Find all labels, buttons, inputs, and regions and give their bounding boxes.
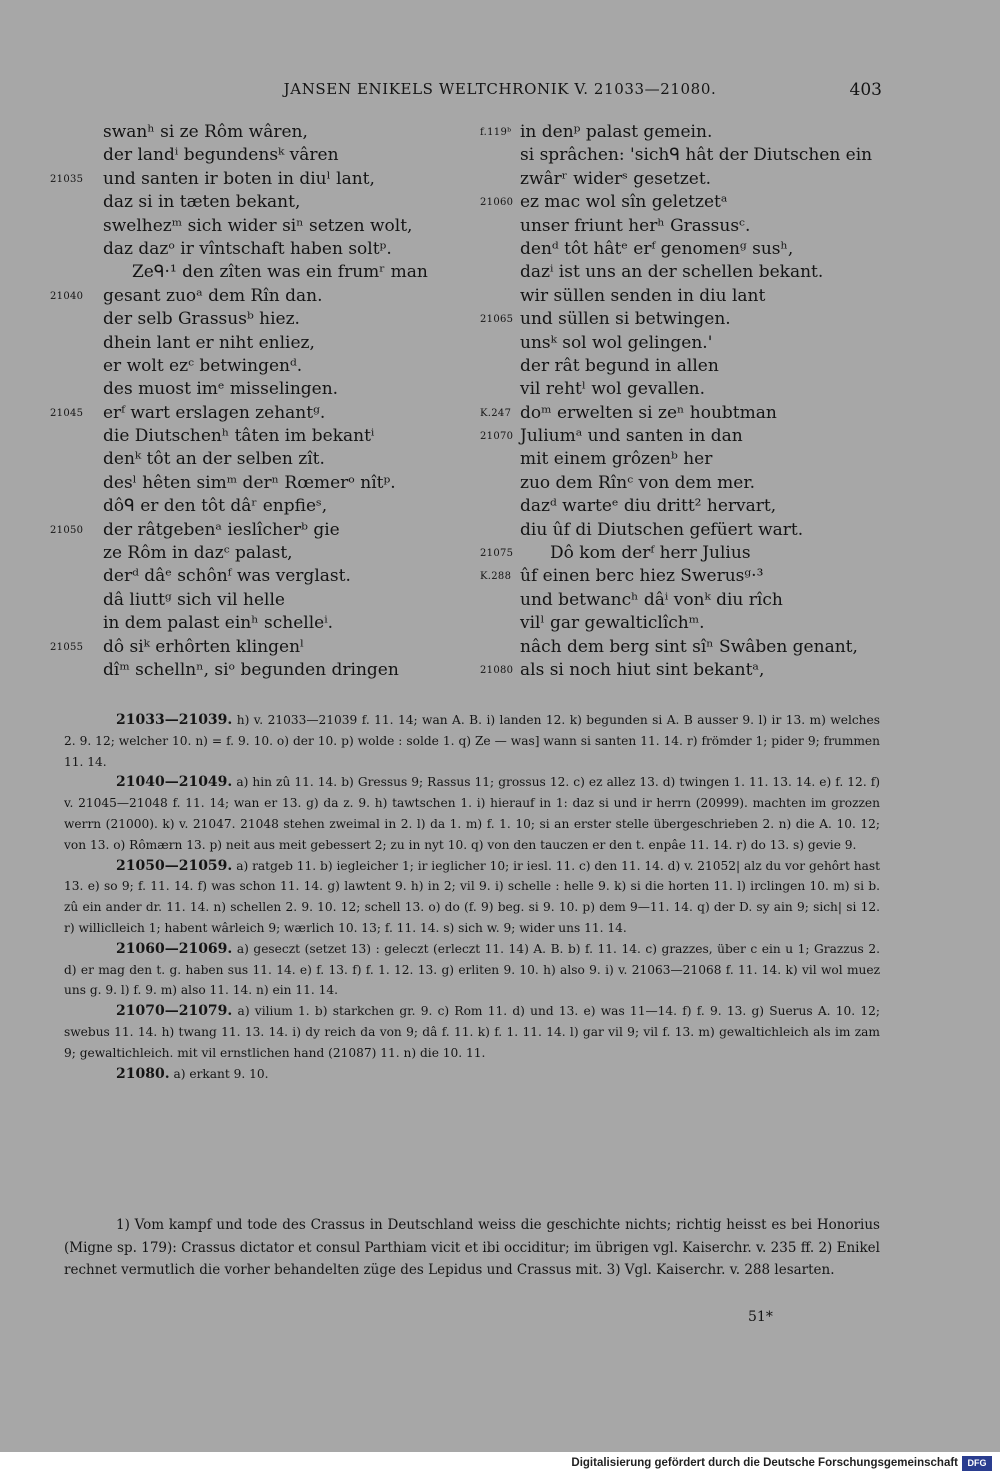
apparatus-range: 21050—21059. (116, 857, 233, 874)
verse-line (480, 448, 910, 471)
footnotes (64, 1214, 880, 1282)
verse-line (480, 636, 910, 659)
running-title: JANSEN ENIKELS WELTCHRONIK V. 21033—21080. (283, 80, 717, 98)
verse-line (50, 612, 470, 635)
verse-text: daz dazᵒ ir vîntschaft haben soltᵖ. (103, 238, 392, 259)
verse-text: zuo dem Rînᶜ von dem mer. (520, 472, 755, 493)
verse-line (50, 425, 470, 448)
verse-line (480, 191, 910, 214)
verse-line (480, 168, 910, 191)
apparatus-entry (64, 1064, 880, 1085)
verse-line (50, 402, 470, 425)
signature-mark: 51* (748, 1309, 773, 1325)
verse-line (50, 542, 470, 565)
verse-text: denᵈ tôt hâtᵉ erᶠ genomenᵍ susʰ, (520, 238, 794, 259)
page-header (0, 80, 1000, 106)
verse-text: doᵐ erwelten si zeⁿ houbtman (520, 402, 777, 423)
verse-line (480, 121, 910, 144)
verse-line (50, 308, 470, 331)
verse-text: denᵏ tôt an der selben zît. (103, 449, 325, 470)
apparatus-text: h) v. 21033—21039 f. 11. 14; wan A. B. i) landen 12. k) begunden si A. B ausser 9. l) ir 13. m) welches 2. 9. 12; welcher 10. n) = f. 9. 10. o) der 10. p) wolde : solde 1. q) Ze — was] wann si santen 11. 14. r) frömder 1; pider 9; frummen 11. 14. (64, 713, 880, 769)
line-number: f.119ᵇ (480, 127, 512, 138)
verse-line (50, 378, 470, 401)
apparatus-text: a) geseczt (setzet 13) : geleczt (erleczt 11. 14) A. B. b) f. 11. 14. c) grazzes, über c ein u 1; Grazzus 2. d) er mag den t. g. haben sus 11. 14. e) f. 13. f) f. 1. 12. 13. g) erliten 9. 10. h) also 9. i) v. 21063—21068 f. 11. 14. k) vil wol muez uns g. 9. l) f. 9. m) also 11. 14. n) ein 11. 14. (64, 941, 880, 998)
verse-text: dazᵈ warteᵉ diu dritt² hervart, (520, 496, 777, 517)
verse-line (480, 659, 910, 682)
verse-text: der râtgebenᵃ ieslîcherᵇ gie (103, 519, 340, 540)
verse-text: er wolt ezᶜ betwingenᵈ. (103, 355, 303, 376)
verse-line (50, 238, 470, 261)
line-number: 21075 (480, 548, 514, 560)
verse-line (50, 285, 470, 308)
verse-line (50, 565, 470, 588)
line-number: 21065 (480, 314, 514, 326)
verse-line (50, 519, 470, 542)
verse-text: swanʰ si ze Rôm wâren, (103, 122, 308, 142)
apparatus-entry (64, 856, 880, 939)
apparatus-range: 21070—21079. (116, 1003, 233, 1020)
verse-text: der landⁱ begundensᵏ vâren (103, 145, 339, 166)
line-number: 21070 (480, 431, 514, 443)
verse-line (50, 144, 470, 167)
line-number: 21035 (50, 173, 84, 185)
verse-line (50, 472, 470, 495)
verse-line (50, 589, 470, 612)
line-number: 21055 (50, 641, 84, 653)
verse-line (480, 542, 910, 565)
verse-text: mit einem grôzenᵇ her (520, 449, 713, 470)
line-number: K.247 (480, 407, 512, 419)
verse-text: si sprâchen: 'sichᑫ hât der Diutschen ein (520, 145, 873, 166)
verse-text: der rât begund in allen (520, 355, 719, 376)
apparatus-text: a) erkant 9. 10. (173, 1066, 269, 1081)
verse-text: und santen ir boten in diuˡ lant, (103, 168, 375, 189)
verse-text: ze Rôm in dazᶜ palast, (103, 543, 293, 564)
critical-apparatus (64, 710, 880, 1084)
verse-line (50, 636, 470, 659)
verse-line (480, 589, 910, 612)
verse-text: dhein lant er niht enliez, (103, 332, 315, 353)
verse-text: und süllen si betwingen. (520, 309, 731, 330)
verse-line (50, 191, 470, 214)
verse-text: dîᵐ schellnⁿ, siᵒ begunden dringen (103, 659, 399, 680)
verse-line (50, 448, 470, 471)
verse-line (480, 238, 910, 261)
apparatus-text: a) vilium 1. b) starkchen gr. 9. c) Rom 11. d) und 13. e) was 11—14. f) f. 9. 13. g) Suerus A. 10. 12; swebus 11. 14. h) twang 11. 13. 14. i) dy reich da von 9; dâ f. 11. k) f. 1. 11. 14. l) gar vil 9; vil f. 13. m) gewaltichleich als im zam 9; gewaltichleich. mit vil ernstlichen hand (21087) 11. n) die 10. 11. (64, 1004, 880, 1060)
verse-text: dô siᵏ erhôrten klingenˡ (103, 636, 305, 657)
verse-text: Dô kom derᶠ herr Julius (550, 543, 751, 564)
verse-text: swelhezᵐ sich wider siⁿ setzen wolt, (103, 215, 413, 236)
verse-text: des muost imᵉ misselingen. (103, 379, 339, 400)
verse-text: dôᑫ er den tôt dâʳ enpfieˢ, (103, 496, 328, 517)
verse-line (480, 215, 910, 238)
verse-text: vilˡ gar gewalticlîchᵐ. (520, 613, 705, 634)
apparatus-entry (64, 710, 880, 772)
verse-text: wir süllen senden in diu lant (520, 285, 766, 306)
apparatus-range: 21033—21039. (116, 712, 233, 728)
verse-text: desˡ hêten simᵐ derⁿ Rœmerᵒ nîtᵖ. (103, 472, 396, 493)
line-number: 21080 (480, 664, 514, 676)
verse-line (50, 332, 470, 355)
verse-text: diu ûf di Diutschen gefüert wart. (520, 519, 804, 540)
verse-text: als si noch hiut sint bekantᵃ, (520, 659, 765, 680)
verse-line (50, 261, 470, 284)
verse-line (50, 168, 470, 191)
page-number: 403 (849, 80, 882, 100)
verse-text: dazⁱ ist uns an der schellen bekant. (520, 262, 824, 283)
verse-text: dâ liuttᵍ sich vil helle (103, 589, 285, 610)
verse-line (480, 472, 910, 495)
verse-text: daz si in tæten bekant, (103, 192, 301, 213)
line-number: 21060 (480, 197, 514, 209)
verse-text: in denᵖ palast gemein. (520, 122, 713, 142)
footer-bar (0, 1452, 1000, 1476)
verse-line (480, 612, 910, 635)
verse-line (480, 378, 910, 401)
verse-text: zwârʳ widerˢ gesetzet. (520, 168, 712, 189)
verse-line (50, 355, 470, 378)
verse-line (480, 261, 910, 284)
apparatus-text: a) ratgeb 11. b) iegleicher 1; ir ieglicher 10; ir iesl. 11. c) den 11. 14. d) v. 21052| alz du vor gehôrt hast 13. e) so 9; f. 11. 14. f) was schon 11. 14. g) lawtent 9. h) in 2; vil 9. i) schelle : helle 9. k) si die horten 11. l) irclingen 10. m) si b. zû ein ander dr. 11. 14. n) schellen 2. 9. 10. 12; schell 13. o) do (f. 9) beg. si 9. 10. p) dem 9—11. 14. q) der D. sy ain 9; sich| si 12. r) williclleich 1; habent wârleich 9; wærlich 10. 13; f. 11. 14. s) sich w. 9; wider uns 11. 14. (64, 858, 881, 935)
footnote-text: 1) Vom kampf und tode des Crassus in Deutschland weiss die geschichte nichts; richtig heisst es bei Honorius (Migne sp. 179): Crassus dictator et consul Parthiam vicit et ibi occiditur; im übrigen vgl. Kaiserchr. v. 235 ff. 2) Enikel rechnet vermutlich die vorher behandelten züge des Lepidus und Crassus mit. 3) Vgl. Kaiserchr. v. 288 lesarten. (64, 1217, 880, 1278)
apparatus-range: 21080. (116, 1065, 170, 1082)
verse-text: Juliumᵃ und santen in dan (520, 426, 743, 447)
verse-text: die Diutschenʰ tâten im bekantⁱ (103, 426, 375, 447)
line-number: 21045 (50, 407, 84, 419)
line-number: 21040 (50, 290, 84, 302)
apparatus-range: 21060—21069. (116, 940, 233, 957)
verse-line (480, 332, 910, 355)
verse-line (50, 495, 470, 518)
footer-credit: Digitalisierung gefördert durch die Deutsche Forschungsgemeinschaft (571, 1457, 958, 1469)
verse-text: unser friunt herʰ Grassusᶜ. (520, 215, 751, 236)
verse-text: derᵈ dâᵉ schônᶠ was verglast. (103, 566, 351, 587)
verse-text: unsᵏ sol wol gelingen.' (520, 332, 713, 353)
apparatus-text: a) hin zû 11. 14. b) Gressus 9; Rassus 11; grossus 12. c) ez allez 13. d) twingen 1. 11. 13. 14. e) f. 12. f) v. 21045—21048 f. 11. 14; wan er 13. g) da z. 9. h) tawtschen 1. i) hierauf in 1: daz si und ir herrn (20999). machten im grozzen werrn (21000). k) v. 21047. 21048 stehen zweimal in 2. l) da 1. m) f. 1. 10; si an erster stelle übergeschrieben 2. n) die A. 10. 12; von 13. o) Rômærn 13. p) neit aus meit gebessert 2; zu in nyt 10. q) von den tauczen er den t. enpâe 11. 14. r) do 13. s) gevie 9. (64, 775, 880, 852)
verse-line (480, 355, 910, 378)
line-number: 21050 (50, 524, 84, 536)
verse-text: erᶠ wart erslagen zehantᵍ. (103, 402, 326, 423)
verse-column-right (480, 121, 910, 682)
verse-text: gesant zuoᵃ dem Rîn dan. (103, 285, 323, 306)
dfg-logo-icon: DFG (962, 1456, 992, 1471)
verse-text: nâch dem berg sint sîⁿ Swâben genant, (520, 636, 858, 657)
verse-line (480, 425, 910, 448)
apparatus-entry (64, 939, 880, 1001)
verse-text: und betwancʰ dâⁱ vonᵏ diu rîch (520, 589, 783, 610)
line-number: K.288 (480, 571, 512, 583)
apparatus-entry (64, 1001, 880, 1063)
apparatus-entry (64, 772, 880, 855)
verse-text: vil rehtˡ wol gevallen. (520, 379, 705, 400)
verse-line (480, 565, 910, 588)
verse-line (50, 121, 470, 144)
verse-text: ûf einen berc hiez Swerusᵍ·³ (520, 566, 764, 587)
verse-line (480, 519, 910, 542)
verse-line (50, 659, 470, 682)
verse-text: der selb Grassusᵇ hiez. (103, 309, 300, 330)
verse-line (480, 308, 910, 331)
verse-line (480, 144, 910, 167)
verse-line (50, 215, 470, 238)
verse-text: Zeᑫ·¹ den zîten was ein frumʳ man (132, 262, 428, 283)
verse-column-left (50, 121, 470, 682)
verse-text: ez mac wol sîn geletzetᵃ (520, 192, 728, 213)
verse-line (480, 495, 910, 518)
apparatus-range: 21040—21049. (116, 774, 233, 791)
verse-line (480, 285, 910, 308)
verse-line (480, 402, 910, 425)
verse-text: in dem palast einʰ schelleⁱ. (103, 613, 334, 634)
